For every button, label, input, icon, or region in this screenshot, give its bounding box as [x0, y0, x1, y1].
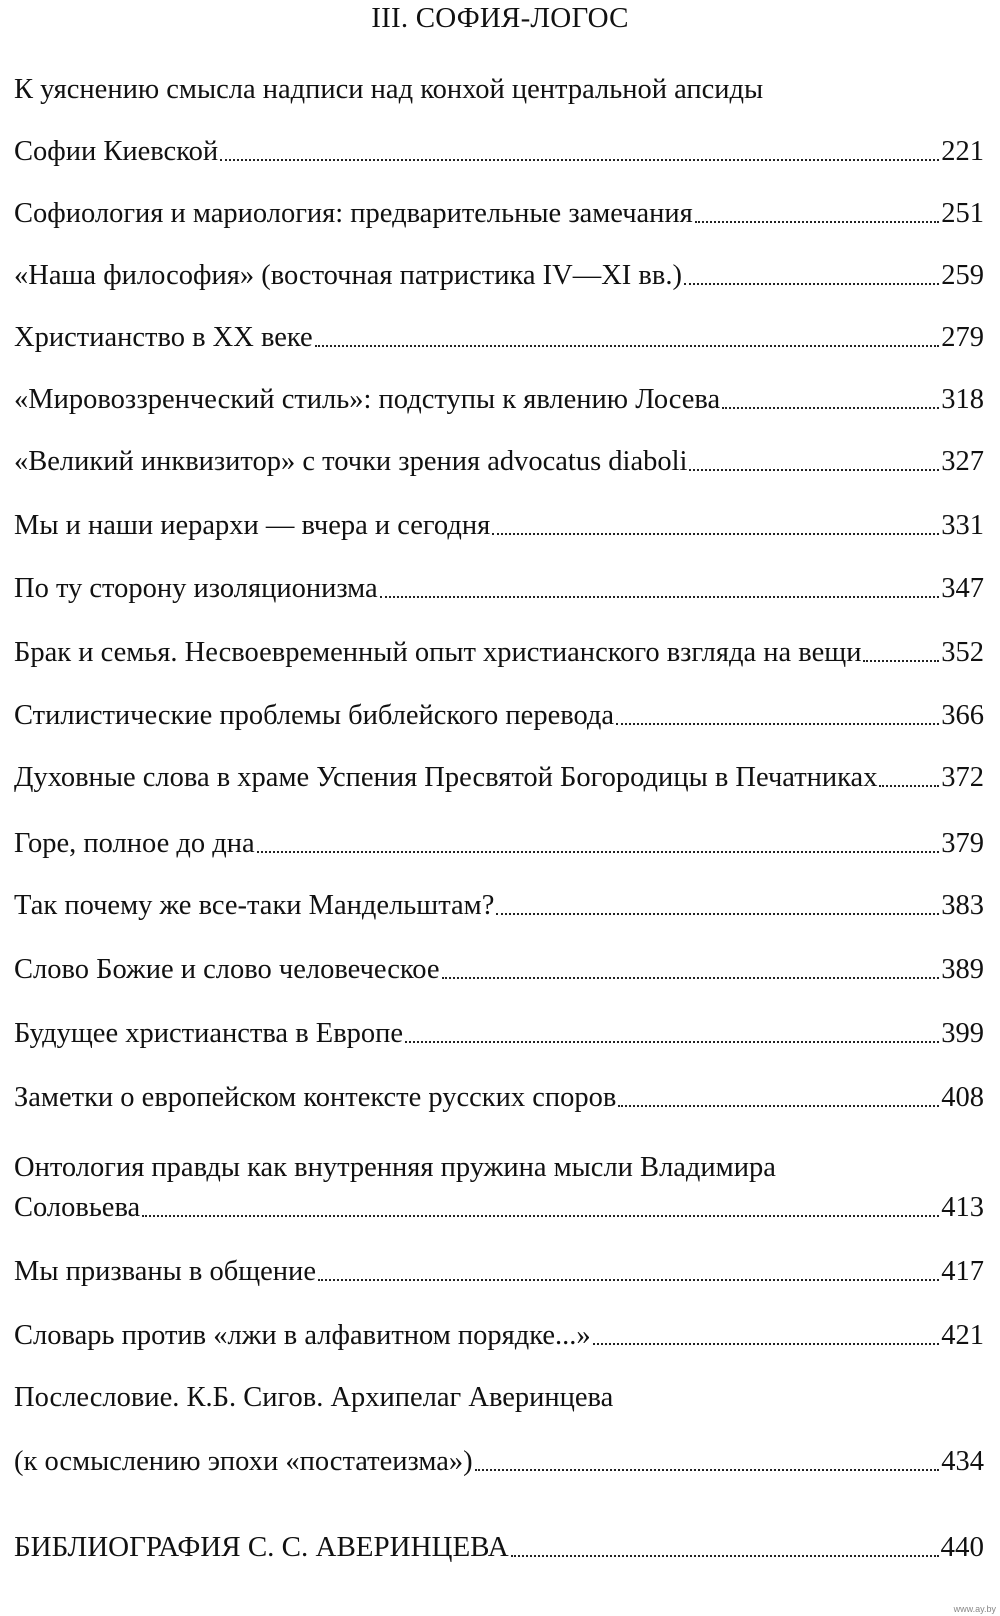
toc-entry-title: Мы и наши иерархи — вчера и сегодня [14, 509, 491, 541]
dot-leader [593, 1343, 940, 1345]
toc-entry-page-number: 379 [941, 827, 984, 859]
toc-entry-page-number: 221 [941, 135, 984, 167]
toc-entry-page-number: 347 [941, 572, 984, 604]
toc-entry-page-number: 413 [941, 1191, 984, 1223]
dot-leader [684, 283, 939, 285]
toc-entry-page-number: 440 [940, 1531, 984, 1563]
toc-entry-title: Послесловие. К.Б. Сигов. Архипелаг Аверинцева [14, 1381, 614, 1413]
toc-entry-page-number: 408 [941, 1081, 984, 1113]
toc-entry-page-number: 352 [941, 636, 984, 668]
dot-leader [405, 1041, 939, 1043]
toc-entry [14, 64, 990, 104]
toc-entry-page-number: 421 [941, 1319, 984, 1351]
toc-entry [14, 188, 990, 228]
toc-entry [14, 1072, 990, 1112]
toc-entry-page-number: 372 [941, 761, 984, 793]
dot-leader [442, 977, 940, 979]
toc-entry-title: Онтология правды как внутренняя пружина мысли Владимира [14, 1151, 776, 1183]
toc-entry [14, 1008, 990, 1048]
toc-entry-title: Духовные слова в храме Успения Пресвятой Богородицы в Печатниках [14, 761, 878, 793]
toc-entry-title: Горе, полное до дна [14, 827, 255, 859]
watermark: www.ay.by [953, 1604, 996, 1614]
dot-leader [496, 913, 939, 915]
toc-entry [14, 563, 990, 603]
dot-leader [475, 1469, 940, 1471]
toc-entry-title: Мы призваны в общение [14, 1255, 316, 1287]
toc-entry [14, 1142, 990, 1182]
toc-entry-title: Стилистические проблемы библейского перевода [14, 699, 615, 731]
toc-entry [14, 436, 990, 476]
toc-entry-title: БИБЛИОГРАФИЯ С. С. АВЕРИНЦЕВА [14, 1531, 509, 1563]
toc-entry [14, 250, 990, 290]
toc-entry-title: Заметки о европейском контексте русских споров [14, 1081, 617, 1113]
toc-entry [14, 1310, 990, 1350]
toc-entry-title: (к осмыслению эпохи «постатеизма») [14, 1445, 473, 1477]
toc-entry-page-number: 366 [941, 699, 984, 731]
dot-leader [492, 533, 939, 535]
toc-entry-title: Софии Киевской [14, 135, 219, 167]
dot-leader [142, 1215, 939, 1217]
dot-leader [220, 159, 939, 161]
dot-leader [722, 407, 939, 409]
toc-entry [14, 627, 990, 667]
toc-entry [14, 1246, 990, 1286]
dot-leader [257, 851, 940, 853]
toc-entry [14, 126, 990, 166]
toc-entry-page-number: 383 [941, 889, 984, 921]
toc-entry-title: Слово Божие и слово человеческое [14, 953, 440, 985]
toc-entry-page-number: 434 [941, 1445, 984, 1477]
toc-entry-title: «Наша философия» (восточная патристика IV—XI вв.) [14, 259, 682, 291]
toc-entry [14, 1372, 990, 1412]
toc-entry-title: К уяснению смысла надписи над конхой центральной апсиды [14, 73, 764, 105]
dot-leader [318, 1279, 939, 1281]
toc-entry-title: «Великий инквизитор» с точки зрения advocatus diaboli [14, 445, 688, 477]
toc-entry-page-number: 327 [941, 445, 984, 477]
toc-entry [14, 944, 990, 984]
toc-entry [14, 1182, 990, 1222]
toc-entry-title: Так почему же все-таки Мандельштам? [14, 889, 495, 921]
toc-entry [14, 1436, 990, 1476]
toc-entry-page-number: 417 [941, 1255, 984, 1287]
dot-leader [511, 1555, 939, 1557]
dot-leader [689, 469, 939, 471]
toc-entry [14, 312, 990, 352]
toc-entry-title: Софиология и мариология: предварительные замечания [14, 197, 693, 229]
toc-entry-page-number: 318 [941, 383, 984, 415]
dot-leader [380, 596, 940, 598]
toc-entry [14, 500, 990, 540]
toc-entry-title: По ту сторону изоляционизма [14, 572, 378, 604]
dot-leader [616, 723, 939, 725]
dot-leader [315, 345, 940, 347]
toc-entry-title: Соловьева [14, 1191, 141, 1223]
toc-entry [14, 374, 990, 414]
toc-entry [14, 752, 990, 792]
toc-entry-page-number: 331 [941, 509, 984, 541]
toc-entry [14, 880, 990, 920]
toc-entry-title: «Мировоззренческий стиль»: подступы к явлению Лосева [14, 383, 721, 415]
dot-leader [879, 785, 939, 787]
toc-entry [14, 1522, 990, 1562]
toc-entry-page-number: 399 [941, 1017, 984, 1049]
toc-entry [14, 690, 990, 730]
dot-leader [618, 1105, 939, 1107]
toc-entry-title: Словарь против «лжи в алфавитном порядке...» [14, 1319, 591, 1351]
toc-entry-page-number: 279 [941, 321, 984, 353]
toc-entry-title: Будущее христианства в Европе [14, 1017, 404, 1049]
toc-entry-title: Христианство в XX веке [14, 321, 313, 353]
dot-leader [863, 660, 939, 662]
toc-entry-page-number: 259 [941, 259, 984, 291]
toc-entry-title: Брак и семья. Несвоевременный опыт христианского взгляда на вещи [14, 636, 862, 668]
section-title: III. СОФИЯ-ЛОГОС [371, 2, 629, 34]
dot-leader [695, 221, 939, 223]
toc-entry-page-number: 389 [941, 953, 984, 985]
toc-entry [14, 818, 990, 858]
toc-entry-page-number: 251 [941, 197, 984, 229]
